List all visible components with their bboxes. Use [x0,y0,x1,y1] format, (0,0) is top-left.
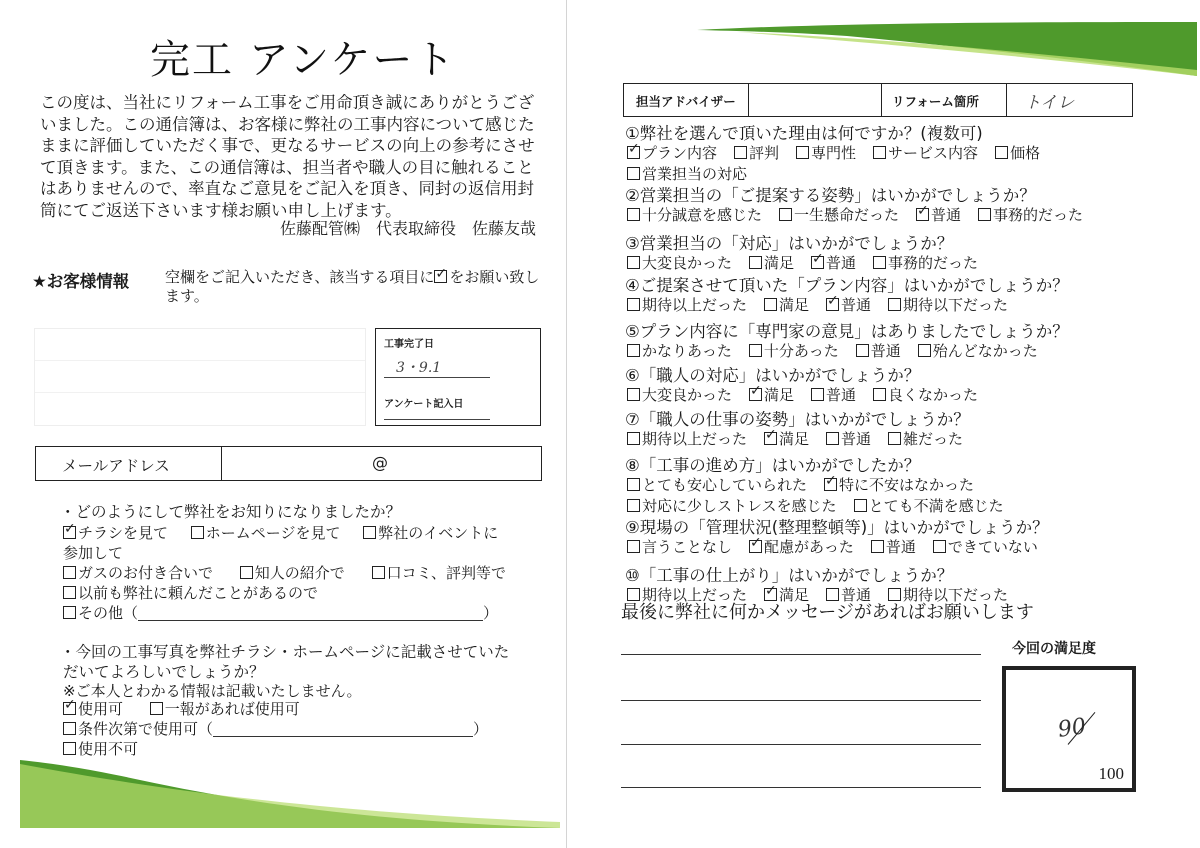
checkbox-option[interactable]: 普通 [871,538,916,556]
checkbox-icon [873,388,886,401]
checkbox-option[interactable]: 普通 [811,386,856,404]
checkbox-checked-icon [811,256,824,269]
satisfaction-max: 100 [1098,764,1124,783]
question-2-options-row [627,204,1083,225]
company-signature: 佐藤配管㈱ 代表取締役 佐藤友哉 [279,219,536,238]
checkbox-icon [856,344,869,357]
question-9-text: ⑨現場の「管理状況(整理整頓等)」はいかがでしょうか？ [625,518,1049,537]
checkbox-icon [873,146,886,159]
customer-info-note: 空欄をご記入いただき、該当する項目に✓ をお願い致します。 [165,268,550,306]
location-label: リフォーム箇所 [892,94,979,109]
checkbox-icon [811,388,824,401]
checkbox-option[interactable]: ✓ 普通 [826,296,871,314]
checkbox-option[interactable]: 一生懸命だった [779,206,899,224]
question-8-text: ⑧「工事の進め方」はいかがでしたか？ [625,456,921,475]
question-7-text: ⑦「職人の仕事の姿勢」はいかがでしょうか？ [625,410,970,429]
question-4-options-row [627,294,1008,315]
checkbox-icon [871,540,884,553]
checkbox-icon [627,478,640,491]
checkbox-icon [627,208,640,221]
checkbox-icon [63,722,76,735]
checkbox-icon [749,344,762,357]
customer-info-heading: ★お客様情報 [32,272,130,291]
question-1-text: ①弊社を選んで頂いた理由は何ですか？(複数可) [625,124,983,143]
q1-row-3 [63,562,506,583]
message-line[interactable] [621,787,981,788]
completion-date-line [384,377,490,378]
checkbox-checked-icon [824,478,837,491]
satisfaction-box[interactable] [1002,666,1136,792]
checkbox-icon [888,298,901,311]
checkbox-option[interactable]: 事務的だった [873,254,978,272]
checkbox-option[interactable]: 評判 [734,144,779,162]
question-9-options-row [627,536,1038,557]
question-8-options-row [627,495,1004,516]
checkbox-option[interactable]: 一報があれば使用可 [150,700,300,718]
checkbox-option[interactable]: 口コミ、評判等で [372,564,506,582]
checkbox-option[interactable]: ✓ 普通 [811,254,856,272]
checkbox-option[interactable]: 価格 [995,144,1040,162]
completion-date-value: 3・9.1 [396,360,442,376]
checkbox-icon [627,540,640,553]
question-3-options-row [627,252,978,273]
location-value[interactable]: トイレ [1024,93,1075,113]
checkbox-icon [150,702,163,715]
checkbox-icon [978,208,991,221]
checkbox-checked-icon [63,526,76,539]
q1-row-4 [63,582,318,603]
checkbox-icon [63,586,76,599]
table-row [35,329,365,361]
checkbox-option[interactable]: サービス内容 [873,144,978,162]
satisfaction-score: 90 [1056,714,1088,743]
checkbox-option[interactable]: 期待以下だった [888,296,1008,314]
checkbox-option[interactable]: 良くなかった [873,386,978,404]
checkbox-option[interactable]: ✓使用可 [63,700,123,718]
email-field[interactable] [35,446,542,481]
checkbox-icon [854,499,867,512]
q2-row-2: 条件次第で使用可（ ） [63,718,488,739]
checkbox-option[interactable]: 殆んどなかった [918,342,1038,360]
question-8-options-row [627,474,974,495]
checkbox-icon [627,388,640,401]
table-row [35,393,365,424]
checkbox-option[interactable]: 条件次第で使用可（ [63,720,213,738]
checkbox-option[interactable]: 普通 [826,430,871,448]
checkbox-option[interactable]: 十分あった [749,342,839,360]
table-divider [748,84,749,116]
email-divider [221,447,222,480]
checkbox-icon [63,742,76,755]
question-10-text: ⑩「工事の仕上がり」はいかがでしょうか？ [625,566,954,585]
page-title: 完工 アンケート [150,37,457,83]
checkbox-checked-icon [749,540,762,553]
q2-text-line2: だいてよろしいでしょうか？ [63,663,265,681]
table-row [35,361,365,393]
question-3-text: ③営業担当の「対応」はいかがでしょうか？ [625,234,954,253]
survey-date-line [384,419,490,420]
checkbox-option[interactable]: 事務的だった [978,206,1083,224]
checkbox-icon [734,146,747,159]
checkbox-icon [873,256,886,269]
question-1-options-row [627,142,1040,163]
checkbox-icon [826,432,839,445]
checkbox-icon [995,146,1008,159]
checkbox-icon [627,256,640,269]
checkbox-checked-icon [916,208,929,221]
checkbox-option[interactable]: 専門性 [796,144,856,162]
checkbox-option[interactable]: 期待以上だった [627,430,747,448]
checkbox-option[interactable]: 以前も弊社に頼んだことがあるので [63,584,318,602]
checkbox-icon [779,208,792,221]
q2-note: ※ご本人とわかる情報は記載いたしません。 [63,682,362,700]
checkbox-option[interactable]: とても安心していられた [627,476,807,494]
checkbox-icon [191,526,204,539]
date-box [375,328,541,426]
q2-text-line1: ・今回の工事写真を弊社チラシ・ホームページに記載させていた [60,643,510,661]
table-divider [1006,84,1007,116]
checkbox-icon [918,344,931,357]
checkbox-option[interactable]: ガスのお付き合いで [63,564,213,582]
other-input[interactable] [138,606,483,621]
q2-row-1 [63,698,300,719]
checkbox-icon [240,566,253,579]
checkbox-option[interactable]: 満足 [749,254,794,272]
checkbox-icon [627,167,640,180]
q2-row-3 [63,738,138,759]
checkbox-checked-icon [749,388,762,401]
q1-text: ・どのようにして弊社をお知りになりましたか？ [60,503,402,521]
question-2-text: ②営業担当の「ご提案する姿勢」はいかがでしょうか？ [625,186,1036,205]
checkbox-option[interactable]: 対応に少しストレスを感じた [627,497,837,515]
q1-row-5: その他（ ） [63,602,498,623]
checkbox-icon [933,540,946,553]
checkbox-icon [749,256,762,269]
checkbox-option[interactable]: その他（ [63,604,138,622]
checkbox-option[interactable]: 弊社のイベントに [363,524,498,542]
checkbox-option[interactable]: 期待以上だった [627,586,747,604]
checkbox-option[interactable]: できていない [933,538,1038,556]
checkbox-option[interactable]: ✓ 普通 [916,206,961,224]
checkbox-checked-icon [826,298,839,311]
checkbox-option[interactable]: ✓チラシを見て [63,524,168,542]
checkbox-option[interactable]: 大変良かった [627,254,732,272]
final-message-prompt: 最後に弊社に何かメッセージがあればお願いします [621,602,1034,623]
checkbox-option[interactable]: ✓ 配慮があった [749,538,854,556]
checkbox-icon [888,432,901,445]
message-line[interactable] [621,654,981,655]
checkbox-option[interactable]: かなりあった [627,342,732,360]
checkbox-option[interactable]: ホームページを見て [191,524,341,542]
checkbox-option[interactable]: 営業担当の対応 [627,165,747,183]
checkbox-checked-icon [63,702,76,715]
green-swoosh-top-right [697,22,1197,77]
checkbox-option[interactable]: ✓ 特に不安はなかった [824,476,974,494]
question-6-text: ⑥「職人の対応」はいかがでしょうか？ [625,366,921,385]
checkbox-icon [63,566,76,579]
advisor-location-table [623,83,1133,117]
intro-text: この度は、当社にリフォーム工事をご用命頂き誠にありがとうござ いました。この通信簿は、お客様に弊社の工事内容について感じた ままに評価していただく事で、更なるサービスの向上の参考にさせ て頂きます。また、この通信簿は、担当者や職人の目に触れること はありませんので、率直なご意見をご記入を頂き、同封の返信用封 筒にてご返送下さいます様お願い申し上げます。 [40,93,535,220]
table-divider [881,84,882,116]
satisfaction-label: 今回の満足度 [1012,641,1096,657]
checkbox-icon [63,606,76,619]
checkbox-icon [627,298,640,311]
checkbox-option[interactable]: ✓ 満足 [764,586,809,604]
checkbox-option[interactable]: 言うことなし [627,538,732,556]
checkbox-option[interactable]: ✓ 満足 [749,386,794,404]
message-line[interactable] [621,744,981,745]
advisor-label: 担当アドバイザー [636,94,736,109]
email-label: メールアドレス [62,457,170,475]
checkbox-checked-icon [627,146,640,159]
left-page [0,0,566,848]
checkbox-checked-icon [764,432,777,445]
checkbox-option[interactable]: ✓プラン内容 [627,144,717,162]
checkbox-icon [627,344,640,357]
checkbox-option[interactable]: 期待以下だった [888,586,1008,604]
question-1-options-row [627,163,747,184]
question-6-options-row [627,384,978,405]
question-5-options-row [627,340,1038,361]
completion-date-label: 工事完了日 [384,339,434,350]
checkbox-icon [764,298,777,311]
checkbox-option[interactable]: 期待以上だった [627,296,747,314]
checkbox-option[interactable]: ✓ 満足 [764,430,809,448]
checkbox-option[interactable]: 十分誠意を感じた [627,206,762,224]
checkbox-option[interactable]: 雑だった [888,430,963,448]
q1-row-1 [63,522,498,543]
question-7-options-row [627,428,963,449]
question-4-text: ④ご提案させて頂いた「プラン内容」はいかがでしょうか？ [625,276,1069,295]
condition-input[interactable] [213,722,473,737]
q1-row-2: 参加して [63,544,124,562]
checkbox-option[interactable]: 普通 [856,342,901,360]
example-checkbox-icon [434,270,447,283]
email-at: @ [372,453,388,472]
green-swoosh-bottom-left [20,760,560,830]
checkbox-option[interactable]: 知人の紹介で [240,564,345,582]
checkbox-icon [627,432,640,445]
checkbox-option[interactable]: 満足 [764,296,809,314]
checkbox-option[interactable]: 大変良かった [627,386,732,404]
message-line[interactable] [621,700,981,701]
question-5-text: ⑤プラン内容に「専門家の意見」はありましたでしょうか？ [625,322,1069,341]
checkbox-icon [627,499,640,512]
checkbox-option[interactable]: とても不満を感じた [854,497,1004,515]
checkbox-icon [372,566,385,579]
checkbox-icon [363,526,376,539]
checkbox-option[interactable]: 普通 [826,586,871,604]
checkbox-option[interactable]: 使用不可 [63,740,138,758]
survey-date-label: アンケート記入日 [384,399,464,410]
checkbox-icon [796,146,809,159]
customer-info-table [34,328,366,426]
